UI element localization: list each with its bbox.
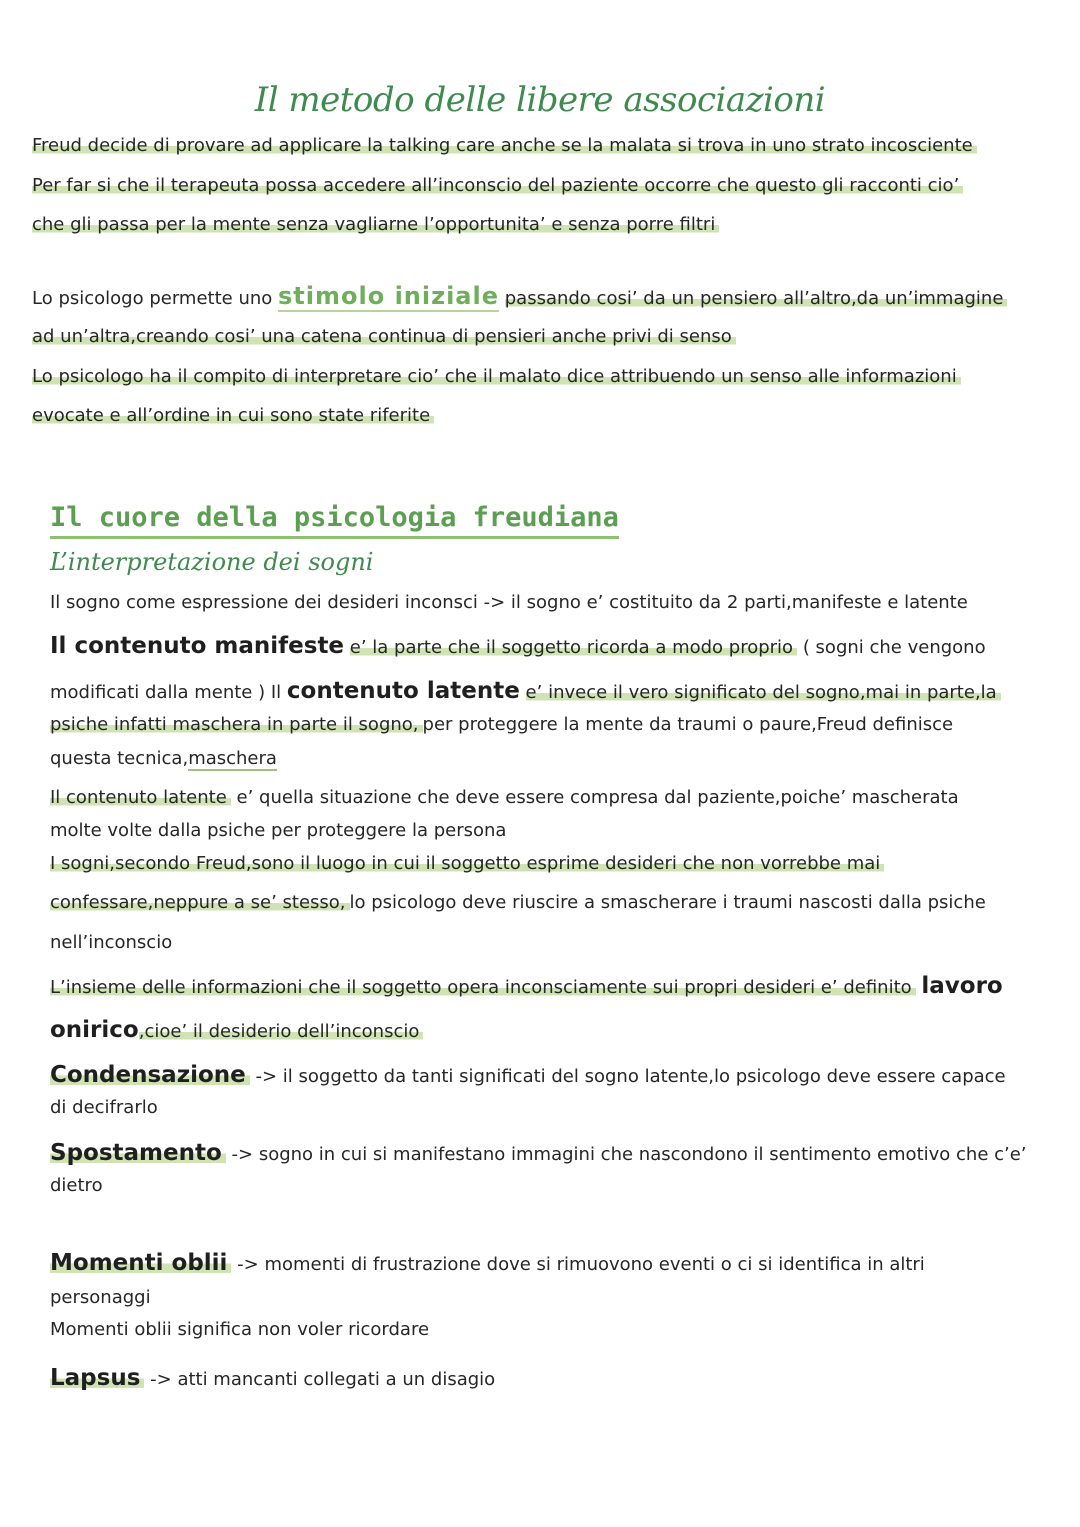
term-momenti-oblii-note: Momenti oblii significa non voler ricordare bbox=[50, 1319, 430, 1340]
keyword-condensazione: Condensazione bbox=[50, 1062, 250, 1088]
highlight: ad un’altra,creando cosi’ una catena continua di pensieri anche privi di senso bbox=[32, 326, 736, 347]
page-title: Il metodo delle libere associazioni bbox=[254, 80, 826, 120]
para2-line-1 bbox=[32, 284, 1007, 311]
highlight: I sogni,secondo Freud,sono il luogo in cui il soggetto esprime desideri che non vorrebbe mai bbox=[50, 853, 884, 874]
text: e’ quella situazione che deve essere compresa dal paziente,poiche’ mascherata bbox=[236, 787, 959, 808]
maschera-term: maschera bbox=[188, 748, 277, 769]
keyword-lavoro: lavoro bbox=[921, 973, 1003, 999]
sogni-line-9 bbox=[50, 891, 986, 915]
keyword-lapsus: Lapsus bbox=[50, 1365, 144, 1391]
highlight: Freud decide di provare ad applicare la talking care anche se la malata si trova in uno strato incosciente bbox=[32, 135, 977, 156]
sogni-line-8 bbox=[50, 852, 884, 876]
text: -> sogno in cui si manifestano immagini che nascondono il sentimento emotivo che c’e’ bbox=[231, 1144, 1027, 1165]
text: -> atti mancanti collegati a un disagio bbox=[150, 1369, 496, 1390]
highlight: psiche infatti maschera in parte il sogno, bbox=[50, 714, 423, 735]
keyword-momenti-oblii: Momenti oblii bbox=[50, 1250, 231, 1276]
highlight: evocate e all’ordine in cui sono state riferite bbox=[32, 405, 434, 426]
text: -> momenti di frustrazione dove si rimuovono eventi o ci si identifica in altri bbox=[237, 1254, 925, 1275]
text: ( sogni che vengono bbox=[802, 637, 986, 658]
keyword-contenuto-latente: contenuto latente bbox=[286, 678, 520, 704]
keyword-contenuto-manifeste: Il contenuto manifeste bbox=[50, 633, 345, 659]
keyword-spostamento: Spostamento bbox=[50, 1140, 226, 1166]
term-spostamento-cont: dietro bbox=[50, 1175, 103, 1196]
sogni-line-1: Il sogno come espressione dei desideri inconsci -> il sogno e’ costituito da 2 parti,manifeste e latente bbox=[50, 592, 968, 613]
highlight: passando cosi’ da un pensiero all’altro,da un’immagine bbox=[505, 288, 1008, 309]
sogni-line-12 bbox=[50, 1018, 423, 1044]
highlight: confessare,neppure a se’ stesso, bbox=[50, 892, 350, 913]
sogni-line-11 bbox=[50, 974, 1003, 1000]
term-lapsus bbox=[50, 1366, 495, 1392]
sogni-line-6 bbox=[50, 786, 959, 810]
text: Lo psicologo permette uno bbox=[32, 288, 273, 309]
highlight: ,cioe’ il desiderio dell’inconscio bbox=[139, 1021, 424, 1042]
highlight: e’ la parte che il soggetto ricorda a modo proprio bbox=[350, 637, 797, 658]
text: -> il soggetto da tanti significati del sogno latente,lo psicologo deve essere capace bbox=[255, 1066, 1006, 1087]
highlight: Il contenuto latente bbox=[50, 787, 231, 808]
keyword-onirico: onirico bbox=[50, 1017, 139, 1043]
term-momenti-oblii-cont: personaggi bbox=[50, 1287, 151, 1308]
sogni-line-3 bbox=[50, 679, 1001, 705]
para2-line-2 bbox=[32, 325, 736, 349]
term-condensazione-cont: di decifrarlo bbox=[50, 1097, 158, 1118]
section-heading: Il cuore della psicologia freudiana bbox=[50, 500, 619, 539]
term-spostamento bbox=[50, 1141, 1027, 1167]
highlight: L’insieme delle informazioni che il soggetto opera inconsciamente sui propri desideri e’ definito bbox=[50, 977, 916, 998]
term-momenti-oblii bbox=[50, 1251, 925, 1277]
sogni-line-4 bbox=[50, 713, 953, 737]
stimolo-iniziale-term: stimolo iniziale bbox=[278, 282, 499, 310]
highlight: che gli passa per la mente senza vagliarne l’opportunita’ e senza porre filtri bbox=[32, 214, 719, 235]
intro-line-3 bbox=[32, 213, 719, 237]
para2-line-4 bbox=[32, 404, 434, 428]
highlight: Per far si che il terapeuta possa accedere all’inconscio del paziente occorre che questo gli racconti cio’ bbox=[32, 175, 963, 196]
highlight: Lo psicologo ha il compito di interpretare cio’ che il malato dice attribuendo un senso alle informazioni bbox=[32, 366, 961, 387]
text: per proteggere la mente da traumi o paure,Freud definisce bbox=[422, 714, 954, 735]
section-subheading: L’interpretazione dei sogni bbox=[50, 548, 374, 576]
intro-line-2 bbox=[32, 174, 963, 198]
sogni-line-7: molte volte dalla psiche per proteggere la persona bbox=[50, 820, 507, 841]
sogni-line-2 bbox=[50, 634, 986, 660]
sogni-line-10: nell’inconscio bbox=[50, 932, 173, 953]
text: lo psicologo deve riuscire a smascherare i traumi nascosti dalla psiche bbox=[349, 892, 986, 913]
intro-line-1 bbox=[32, 134, 977, 158]
sogni-line-5 bbox=[50, 747, 277, 771]
text: questa tecnica, bbox=[50, 748, 189, 769]
term-condensazione bbox=[50, 1063, 1006, 1089]
highlight: e’ invece il vero significato del sogno,mai in parte,la bbox=[526, 682, 1001, 703]
para2-line-3 bbox=[32, 365, 961, 389]
text: modificati dalla mente ) Il bbox=[50, 682, 282, 703]
